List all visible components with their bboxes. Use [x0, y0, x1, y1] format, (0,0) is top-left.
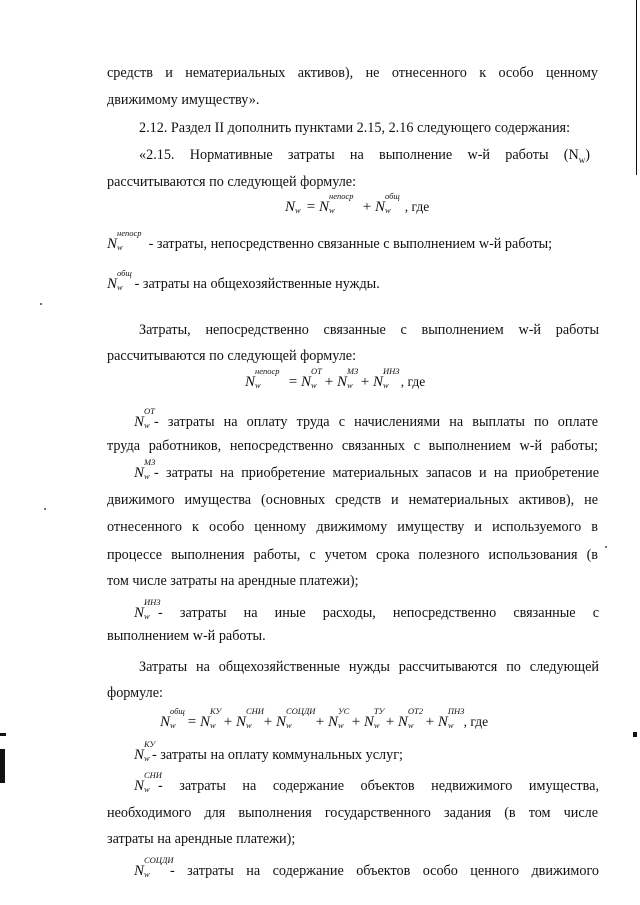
text-line: Затраты, непосредственно связанные с выполнением w-й работы — [139, 322, 599, 338]
text-line: средств и нематериальных активов), не отнесенного к особо ценному — [107, 65, 598, 81]
definition-line — [134, 855, 599, 880]
scan-speck — [44, 508, 46, 510]
formula-var: N w — [285, 199, 301, 215]
scan-speck — [40, 303, 42, 305]
formula-var: N непоср w — [318, 191, 354, 215]
text-line — [139, 146, 590, 169]
formula-var: N ОТ2 w — [397, 706, 424, 730]
text-line: движимому имуществу». — [107, 92, 260, 108]
formula-var: N непоср w — [107, 228, 142, 252]
formula-var: N ИНЗ w — [372, 366, 400, 390]
formula-var: N МЗ w — [336, 366, 359, 390]
formula-var: N КУ w — [199, 706, 222, 730]
text-fragment: «2.15. Нормативные затраты на выполнение w-й работы (N — [139, 147, 579, 163]
formula-var: N ПНЗ w — [437, 706, 465, 730]
text-line: затраты на арендные платежи); — [107, 831, 296, 847]
formula-text: , где — [400, 374, 426, 389]
text-fragment: - затраты на содержание объектов особо ценного движимого — [170, 863, 599, 879]
text-line: отнесенного к особо ценному движимому имуществу и используемого в — [107, 519, 598, 535]
formula-operator: = — [187, 714, 197, 730]
formula-operator: + — [385, 714, 395, 730]
formula-var: N ТУ w — [363, 706, 385, 730]
formula-var: N СОЦДИ w — [275, 706, 316, 730]
scan-edge-mark — [0, 733, 6, 736]
formula-operator: + — [315, 714, 325, 730]
formula-2 — [245, 366, 426, 391]
formula-var: N МЗ w — [134, 457, 156, 481]
formula-var: N общ w — [107, 268, 132, 292]
text-fragment: - затраты, непосредственно связанные с выполнением w-й работы; — [148, 236, 553, 252]
formula-operator: + — [360, 374, 370, 390]
definition-line — [134, 406, 598, 431]
formula-var: N СОЦДИ w — [134, 855, 174, 879]
formula-var: N ИНЗ w — [134, 597, 161, 621]
definition-line — [134, 597, 599, 622]
text-fragment: w — [578, 154, 586, 165]
formula-var: N КУ w — [134, 739, 156, 763]
text-line: движимого имущества (основных средств и нематериальных активов), не — [107, 492, 598, 508]
definition-line — [107, 228, 553, 253]
definition-line — [107, 268, 380, 293]
text-fragment: - затраты на содержание объектов недвижимого имущества, — [158, 778, 599, 794]
scan-edge-mark — [633, 732, 637, 737]
scan-edge-mark — [0, 749, 5, 783]
text-line: труда работников, непосредственно связанных с выполнением w-й работы; — [107, 438, 598, 454]
text-line: 2.12. Раздел II дополнить пунктами 2.15, 2.16 следующего содержания: — [139, 120, 571, 136]
formula-var: N непоср w — [245, 366, 280, 390]
formula-var: N СНИ w — [235, 706, 264, 730]
definition-line — [134, 457, 599, 482]
formula-var: N ОТ w — [134, 406, 155, 430]
text-fragment: - затраты на оплату коммунальных услуг; — [152, 747, 403, 763]
formula-var: N УС w — [327, 706, 350, 730]
scan-speck — [605, 546, 607, 548]
formula-operator: = — [306, 199, 316, 215]
formula-operator: + — [362, 199, 372, 215]
text-line: том числе затраты на арендные платежи); — [107, 573, 359, 589]
text-line: необходимого для выполнения государственного задания (в том числе — [107, 805, 598, 821]
formula-text: , где — [463, 714, 489, 729]
formula-operator: + — [263, 714, 273, 730]
text-line: выполнением w-й работы. — [107, 628, 266, 644]
formula-3 — [160, 706, 489, 731]
formula-1 — [285, 191, 430, 216]
text-fragment: ) — [585, 147, 590, 163]
formula-operator: + — [223, 714, 233, 730]
text-fragment: - затраты на иные расходы, непосредственно связанные с — [158, 605, 599, 621]
scan-edge-line — [636, 0, 637, 175]
formula-operator: = — [288, 374, 298, 390]
formula-var: N ОТ w — [300, 366, 322, 390]
text-fragment: - затраты на оплату труда с начислениями на выплаты по оплате — [154, 414, 598, 430]
definition-line — [134, 739, 403, 764]
definition-line — [134, 770, 599, 795]
formula-var: N общ w — [374, 191, 400, 215]
text-line: рассчитываются по следующей формуле: — [107, 174, 357, 190]
formula-operator: + — [351, 714, 361, 730]
formula-operator: + — [425, 714, 435, 730]
text-line: формуле: — [107, 685, 163, 701]
formula-var: N общ w — [160, 706, 185, 730]
text-fragment: - затраты на приобретение материальных запасов и на приобретение — [154, 465, 599, 481]
formula-text: , где — [404, 199, 430, 214]
formula-var: N СНИ w — [134, 770, 162, 794]
text-line: рассчитываются по следующей формуле: — [107, 348, 357, 364]
text-line: процессе выполнения работы, с учетом срока полезного использования (в — [107, 547, 598, 563]
formula-operator: + — [324, 374, 334, 390]
text-fragment: - затраты на общехозяйственные нужды. — [134, 276, 380, 292]
text-line: Затраты на общехозяйственные нужды рассчитываются по следующей — [139, 659, 599, 675]
